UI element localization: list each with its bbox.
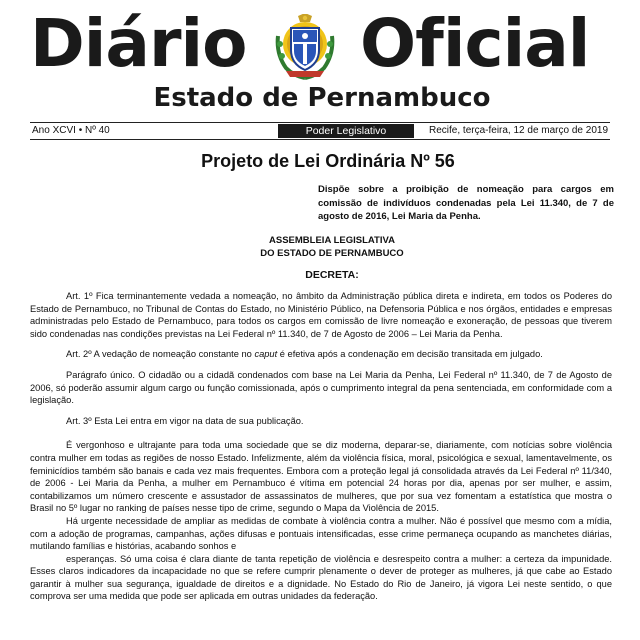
article-1: Art. 1º Fica terminantemente vedada a nomeação, no âmbito da Administração pública direta e indireta, em todos os Poderes do Estado de Pernambuco, no Tribunal de Contas do Estado, no Ministério Público, na Defensoria Pública e nos órgãos, entidades e empresas administradas pelo Estado de Pernambuco, para todos os cargos em comissão de livre nomeação e exoneração, de pessoas que tiverem sido condenadas nas condições previstas na Lei Federal nº 11.340, de 7 de Agosto de 2006 – Lei Maria da Penha. bbox=[30, 291, 612, 339]
justification-paragraph-3: esperanças. Só uma coisa é clara diante de tanta repetição de violência e desrespeito contra a mulher: a certeza da impunidade. Esses claros indicadores da incapacidade no que se refere cumprir plenamente o dever de proteger as mulheres, já que cabe ao Estado garantir à mulher sua segurança, igualdade de direitos e a dignidade. No Estado do Rio de Janeiro, já vigora Lei neste sentido, o que comprova ser uma medida que pode ser aplicada em outras unidades da federação. bbox=[30, 553, 612, 602]
pernambuco-coat-of-arms-icon bbox=[274, 14, 336, 80]
assembly-header bbox=[252, 234, 412, 260]
paragrafo-unico: Parágrafo único. O cidadão ou a cidadã condenados com base na Lei Maria da Penha, Lei Federal nº 11.340, de 7 de Agosto de 2006, só poderão assumir algum cargo ou função comissionada, após o cumprimento integral da pena sentenciada, em conformidade com a legislação. bbox=[30, 369, 612, 406]
bill-summary: Dispõe sobre a proibição de nomeação para cargos em comissão de indivíduos condenadas pela Lei 11.340, de 7 de agosto de 2016, Lei Maria da Penha. bbox=[318, 184, 614, 222]
bill-title: Projeto de Lei Ordinária Nº 56 bbox=[201, 151, 455, 171]
masthead-subtitle: Estado de Pernambuco bbox=[153, 83, 491, 113]
article-3: Art. 3º Esta Lei entra em vigor na data de sua publicação. bbox=[66, 415, 304, 426]
bill-body bbox=[30, 290, 612, 603]
article-2-text-b: é efetiva após a condenação em decisão transitada em julgado. bbox=[277, 349, 543, 360]
edition-info-bar bbox=[30, 122, 610, 140]
masthead-title-oficial: Oficial bbox=[360, 5, 590, 82]
article-2-caput: caput bbox=[254, 349, 278, 360]
justification-paragraph-1: É vergonhoso e ultrajante para toda uma sociedade que se diz moderna, deparar-se, diariamente, com notícias sobre violência contra mulher em todas as regiões de nosso Estado. Infelizmente, além da violência física, moral, psicológica e sexual, lamentavelmente, os feminicídios também são banais e cada vez mais frequentes. Embora com a proteção legal já consolidada através da Lei Federal nº 11/340, de 2006 - Lei Maria da Penha, a mulher em Pernambuco é vítima em potencial 24 horas por dia, apenas por ser mulher, e assim, contabilizamos um número crescente e assustador de assassinatos de mulheres, que por sua vez fomentam a estatística que mostra o Brasil no 5º lugar no ranking de países nesse tipo de crime, segundo o Mapa da Violência de 2015. bbox=[30, 440, 612, 514]
section-badge: Poder Legislativo bbox=[278, 124, 414, 138]
decreta-heading: DECRETA: bbox=[305, 269, 359, 281]
masthead-title-diario: Diário bbox=[30, 5, 247, 82]
article-2 bbox=[30, 348, 612, 361]
dateline: Recife, terça-feira, 12 de março de 2019 bbox=[429, 125, 608, 136]
edition-number: Ano XCVI • Nº 40 bbox=[32, 125, 110, 136]
article-2-text-a: Art. 2º A vedação de nomeação constante no bbox=[66, 349, 255, 360]
masthead bbox=[0, 0, 640, 118]
assembly-line-1: ASSEMBLEIA LEGISLATIVA bbox=[269, 235, 395, 246]
justification-paragraph-2: Há urgente necessidade de ampliar as medidas de combate à violência contra a mulher. Não é possível que mesmo com a mídia, com a adoção de programas, campanhas, ações difusas e pontuais intensificadas, esse crime permaneça ocupando as manchetes diárias, mutilando famílias e histórias, acabando sonhos e bbox=[30, 515, 612, 552]
assembly-line-2: DO ESTADO DE PERNAMBUCO bbox=[260, 248, 404, 259]
